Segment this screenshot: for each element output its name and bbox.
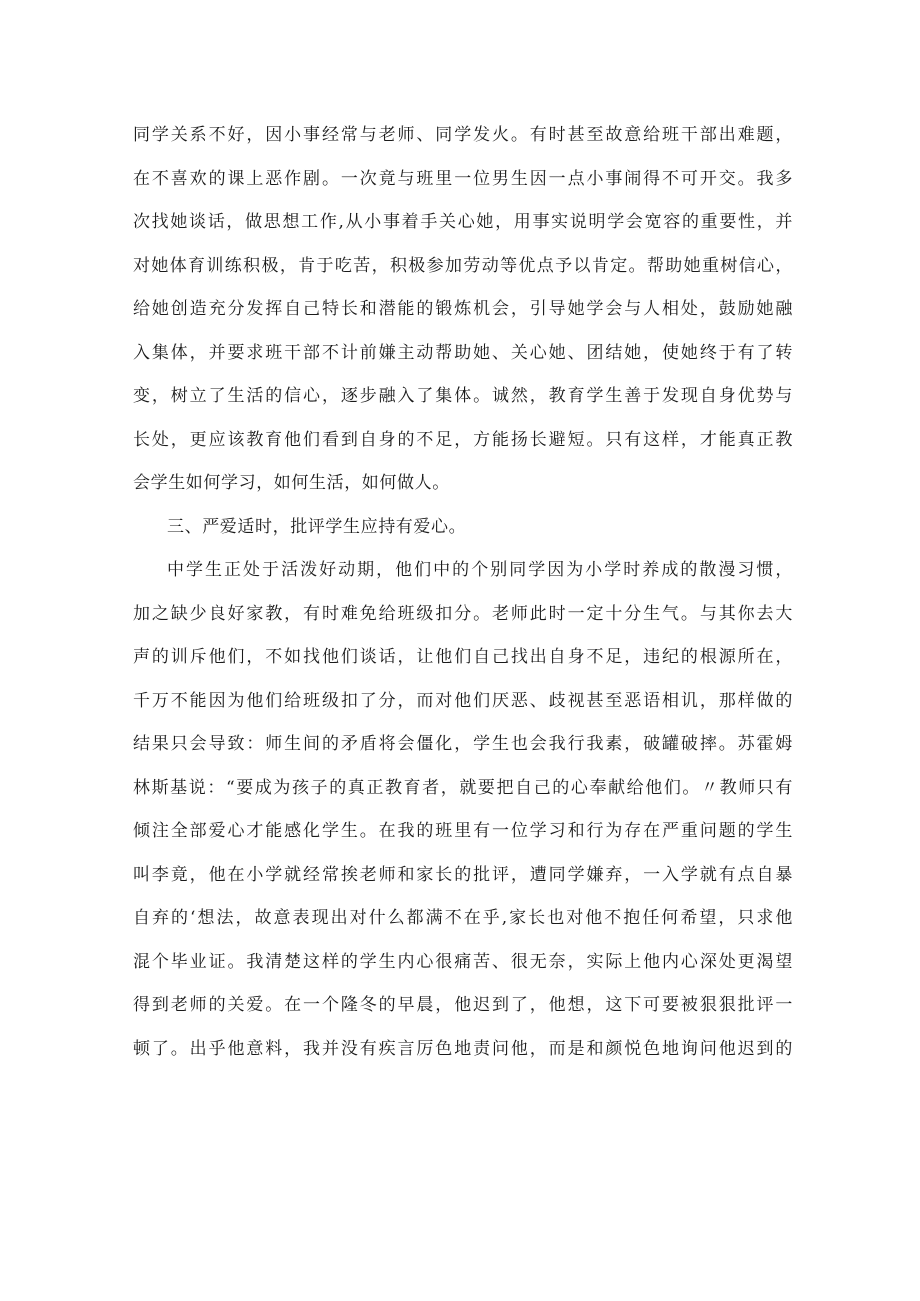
- text-line: 林斯基说：“要成为孩子的真正教育者，就要把自己的心奉献给他们。〃教师只有: [133, 777, 793, 798]
- text-line: 同学关系不好，因小事经常与老师、同学发火。有时甚至故意给班干部出难题，: [133, 125, 793, 145]
- text-line: 顿了。出乎他意料，我并没有疾言厉色地责问他，而是和颜悦色地询问他迟到的: [133, 1038, 793, 1059]
- text-line: 得到老师的关爱。在一个隆冬的早晨，他迟到了，他想，这下可要被狠狠批评一: [133, 995, 793, 1015]
- section-heading: 三、严爱适时，批评学生应持有爱心。: [167, 516, 467, 537]
- text-line: 次找她谈话，做思想工作,从小事着手关心她，用事实说明学会宽容的重要性，并: [133, 212, 793, 232]
- text-line: 给她创造充分发挥自己特长和潜能的锻炼机会，引导她学会与人相处，鼓励她融: [133, 299, 793, 319]
- text-line: 结果只会导致：师生间的矛盾将会僵化，学生也会我行我素，破罐破摔。苏霍姆: [133, 734, 793, 754]
- text-line: 变，树立了生活的信心，逐步融入了集体。诚然，教育学生善于发现自身优势与: [133, 386, 793, 406]
- text-line: 声的训斥他们，不如找他们谈话，让他们自己找出自身不足，违纪的根源所在，: [133, 647, 793, 667]
- text-line: 在不喜欢的课上恶作剧。一次竟与班里一位男生因一点小事闹得不可开交。我多: [133, 168, 793, 189]
- text-line: 入集体，并要求班干部不计前嫌主动帮助她、关心她、团结她，使她终于有了转: [133, 342, 793, 363]
- text-line: 会学生如何学习，如何生活，如何做人。: [133, 473, 450, 493]
- text-line: 自弃的‘想法，故意表现出对什么都满不在乎,家长也对他不抱任何希望，只求他: [133, 908, 793, 928]
- text-line: 叫李竟，他在小学就经常挨老师和家长的批评，遭同学嫌弃，一入学就有点自暴: [133, 864, 793, 885]
- text-line: 倾注全部爱心才能感化学生。在我的班里有一位学习和行为存在严重问题的学生: [133, 821, 793, 841]
- text-line: 千万不能因为他们给班级扣了分，而对他们厌恶、歧视甚至恶语相讥，那样做的: [133, 690, 793, 711]
- text-line: 加之缺少良好家教，有时难免给班级扣分。老师此时一定十分生气。与其你去大: [133, 603, 793, 624]
- text-line: 中学生正处于活泼好动期，他们中的个别同学因为小学时养成的散漫习惯，: [167, 560, 793, 580]
- text-line: 对她体育训练积极，肯于吃苦，积极参加劳动等优点予以肯定。帮助她重树信心，: [133, 255, 793, 276]
- text-line: 长处，更应该教育他们看到自身的不足，方能扬长避短。只有这样，才能真正教: [133, 429, 793, 450]
- body-text: [133, 114, 793, 1071]
- text-line: 混个毕业证。我清楚这样的学生内心很痛苦、很无奈，实际上他内心深处更渴望: [133, 951, 793, 972]
